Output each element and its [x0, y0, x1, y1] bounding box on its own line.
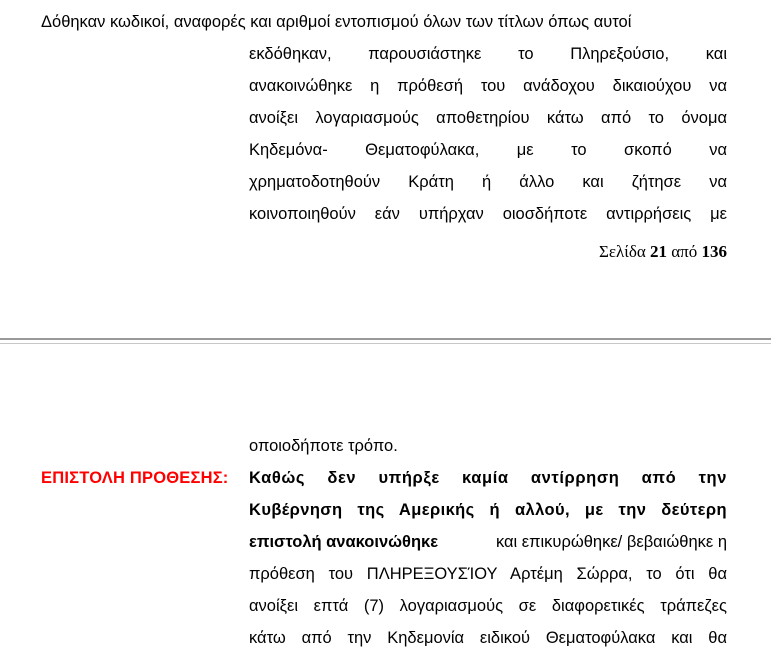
page-of: από: [671, 242, 698, 261]
page1-text-line-2: εκδόθηκαν, παρουσιάστηκε το Πληρεξούσιο, και: [249, 45, 727, 63]
page1-text-line-4: ανοίξει λογαριασμούς αποθετηρίου κάτω από το όνομα: [249, 109, 727, 127]
bold-phrase: επιστολή ανακοινώθηκε: [249, 533, 439, 551]
page2-bold-line-1: Καθώς δεν υπήρξε καμία αντίρρηση από την: [249, 469, 727, 487]
page2-bold-line-2: Κυβέρνηση της Αμερικής ή αλλού, με την δεύτερη: [249, 501, 727, 519]
page2-text-line-4: [249, 526, 727, 558]
page-break-line-bottom: [0, 343, 771, 344]
page-total: 136: [701, 242, 727, 261]
page1-text-line-6: χρηματοδοτηθούν Κράτη ή άλλο και ζήτησε να: [249, 173, 727, 191]
page1-text-line-7: κοινοποιηθούν εάν υπήρχαν οιοσδήποτε αντιρρήσεις με: [249, 205, 727, 223]
page2-text-line-6: ανοίξει επτά (7) λογαριασμούς σε διαφορετικές τράπεζες: [249, 597, 727, 615]
page-break-line-top: [0, 338, 771, 340]
regular-phrase: και επικυρώθηκε/ βεβαιώθηκε η: [495, 533, 727, 551]
page2-text-line-5: πρόθεση του ΠΛΗΡΕΞΟΥΣΊΟΥ Αρτέμη Σώρρα, το ότι θα: [249, 565, 727, 583]
section-heading-label: ΕΠΙΣΤΟΛΗ ΠΡΟΘΕΣΗΣ:: [41, 469, 229, 487]
page-label: Σελίδα: [598, 242, 646, 261]
page-current: 21: [650, 242, 667, 261]
page-number-footer: [599, 236, 727, 268]
page1-text-line-1: Δόθηκαν κωδικοί, αναφορές και αριθμοί εντοπισμού όλων των τίτλων όπως αυτοί: [41, 13, 632, 31]
page2-text-line-1: οποιοδήποτε τρόπο.: [249, 437, 398, 455]
page1-text-line-5: Κηδεμόνα- Θεματοφύλακα, με το σκοπό να: [249, 141, 727, 159]
page2-text-line-7: κάτω από την Κηδεμονία ειδικού Θεματοφύλακα και θα: [249, 629, 727, 647]
page1-text-line-3: ανακοινώθηκε η πρόθεσή του ανάδοχου δικαιούχου να: [249, 77, 727, 95]
